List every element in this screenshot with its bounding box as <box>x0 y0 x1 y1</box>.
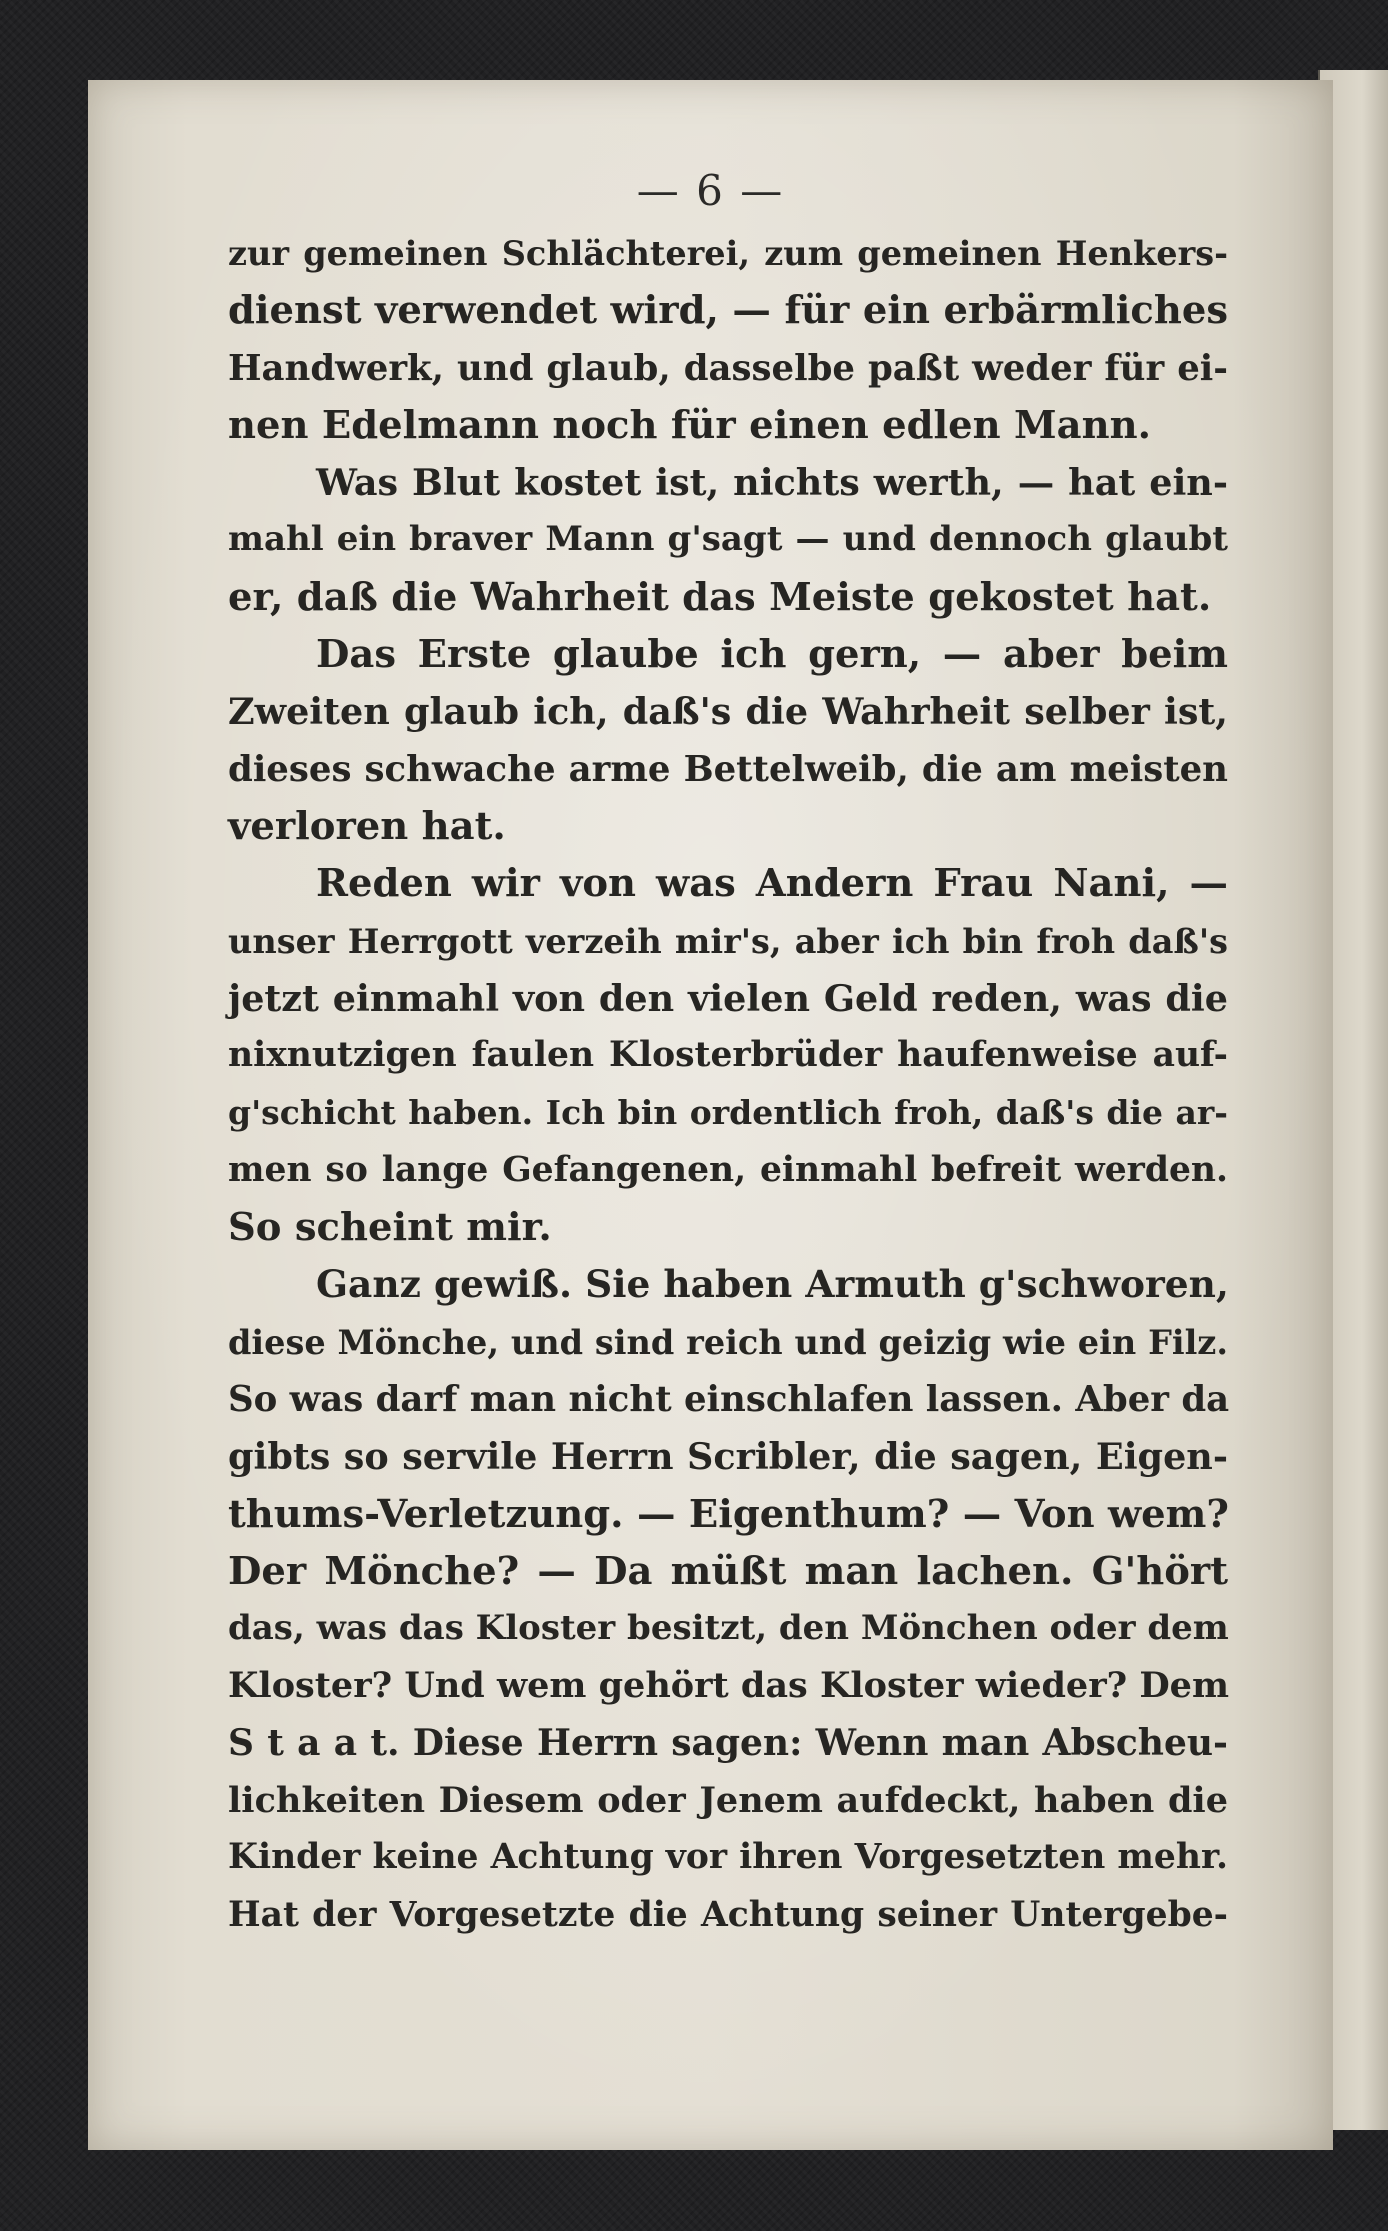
text-line: Der Mönche? — Da müßt man lachen. G'hört <box>228 1548 1228 1594</box>
text-line: das, was das Kloster besitzt, den Mönchen oder dem <box>228 1608 1229 1649</box>
text-line: verloren hat. <box>228 803 506 849</box>
text-line: jetzt einmahl von den vielen Geld reden, was die <box>228 976 1228 1020</box>
text-line: Kloster? Und wem gehört das Kloster wieder? Dem <box>228 1665 1229 1707</box>
text-line: So was darf man nicht einschlafen lassen. Aber da <box>228 1378 1230 1420</box>
text-line: nen Edelmann noch für einen edlen Mann. <box>228 402 1151 448</box>
text-line: men so lange Gefangenen, einmahl befreit werden. <box>228 1149 1228 1190</box>
text-line: diese Mönche, und sind reich und geizig wie ein Filz. <box>228 1322 1228 1362</box>
text-line: nixnutzigen faulen Klosterbrüder haufenweise auf- <box>228 1035 1228 1076</box>
text-line: dienst verwendet wird, — für ein erbärmliches <box>228 288 1228 334</box>
text-line: Handwerk, und glaub, dasselbe paßt weder für ei- <box>228 347 1228 389</box>
text-line: gibts so servile Herrn Scribler, die sagen, Eigen- <box>228 1435 1228 1479</box>
text-line: dieses schwache arme Bettelweib, die am meisten <box>228 748 1228 790</box>
text-line: So scheint mir. <box>228 1205 552 1251</box>
text-line: thums-Verletzung. — Eigenthum? — Von wem? <box>228 1491 1229 1537</box>
text-line: lichkeiten Diesem oder Jenem aufdeckt, haben die <box>228 1780 1228 1822</box>
text-line: Zweiten glaub ich, daß's die Wahrheit selber ist, <box>228 690 1228 734</box>
page-text-block <box>228 225 1228 1944</box>
text-line: S t a a t. Diese Herrn sagen: Wenn man Abscheu- <box>228 1721 1228 1764</box>
text-line: Kinder keine Achtung vor ihren Vorgesetzten mehr. <box>228 1837 1228 1878</box>
text-line: er, daß die Wahrheit das Meiste gekostet hat. <box>228 574 1212 620</box>
text-line: mahl ein braver Mann g'sagt — und dennoch glaubt <box>228 519 1228 560</box>
text-line: zur gemeinen Schlächterei, zum gemeinen Henkers- <box>228 234 1228 273</box>
text-line: Das Erste glaube ich gern, — aber beim <box>316 632 1228 678</box>
text-line: g'schicht haben. Ich bin ordentlich froh, daß's die ar- <box>228 1093 1228 1133</box>
text-line: unser Herrgott verzeih mir's, aber ich bin froh daß's <box>228 921 1228 961</box>
book-page <box>88 80 1333 2150</box>
page-number: — 6 — <box>636 166 785 215</box>
text-line: Reden wir von was Andern Frau Nani, — <box>316 861 1228 907</box>
text-line: Ganz gewiß. Sie haben Armuth g'schworen, <box>316 1262 1229 1307</box>
text-line: Hat der Vorgesetzte die Achtung seiner Untergebe- <box>228 1894 1228 1935</box>
text-line: Was Blut kostet ist, nichts werth, — hat ein- <box>316 461 1228 505</box>
